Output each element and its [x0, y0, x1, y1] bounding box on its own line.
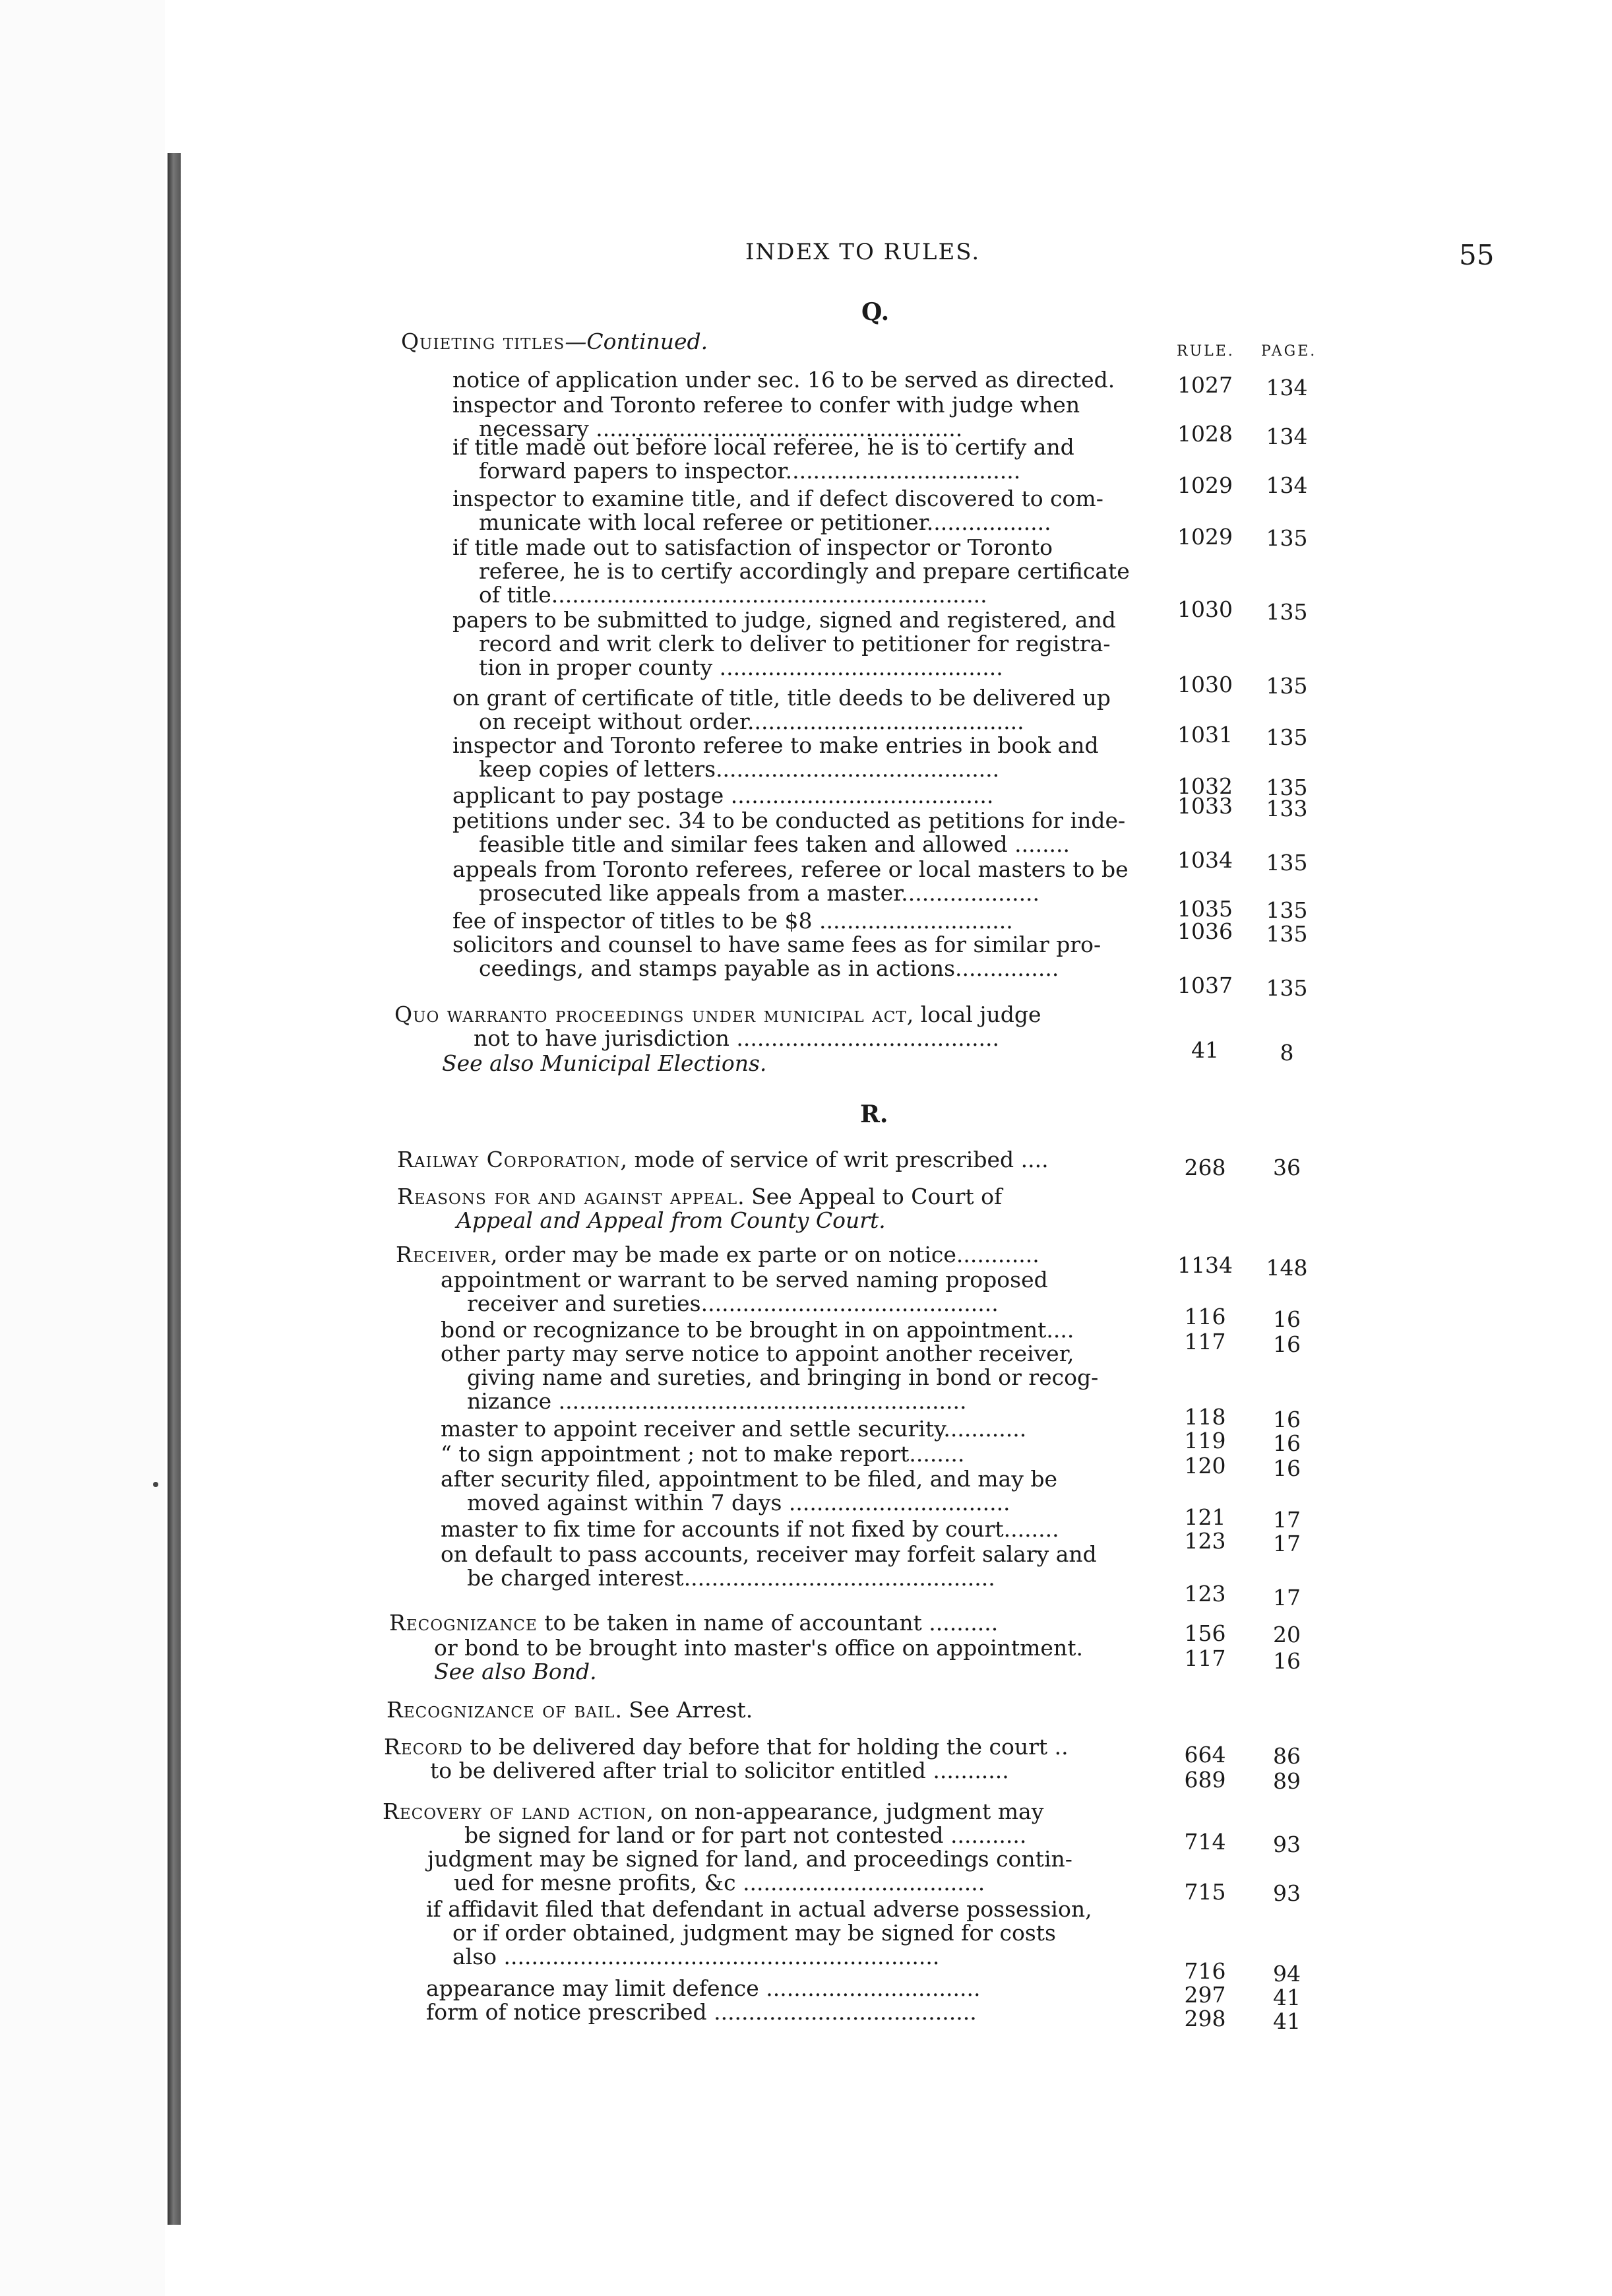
entry-text: applicant to pay postage ...................................... — [452, 782, 994, 808]
section-letter-q: Q. — [861, 298, 890, 326]
section-letter-r: R. — [860, 1100, 888, 1128]
entry-head: Recognizance of bail — [387, 1697, 615, 1723]
entry-text: receiver and sureties........................................... — [467, 1291, 999, 1316]
entry-text: solicitors and counsel to have same fees as for similar pro- — [452, 932, 1101, 957]
page-ref: 16 — [1273, 1331, 1301, 1357]
index-entry — [441, 1417, 1171, 1441]
entry-text: if title made out to satisfaction of inspector or Toronto — [452, 534, 1053, 560]
entry-text: appeals from Toronto referees, referee or local masters to be — [452, 856, 1129, 882]
rule-number: 1029 — [1177, 472, 1233, 498]
entry-head: Recognizance — [389, 1610, 538, 1636]
entry-text: forward papers to inspector.................................. — [479, 458, 1021, 484]
entry-text: on receipt without order........................................ — [479, 709, 1024, 734]
index-entry — [452, 784, 1183, 808]
rule-number: 117 — [1184, 1645, 1226, 1671]
see-also — [434, 1660, 1165, 1684]
page-ref: 134 — [1266, 375, 1308, 400]
index-entry — [426, 2000, 1157, 2024]
entry-text: See also Bond. — [434, 1659, 597, 1684]
entry-text: master to appoint receiver and settle security............ — [441, 1416, 1027, 1442]
entry-text: or if order obtained, judgment may be signed for costs — [452, 1920, 1056, 1946]
index-entry — [452, 809, 1183, 856]
rule-number: 41 — [1191, 1037, 1219, 1063]
index-entry — [441, 1517, 1171, 1541]
entry-text: necessary ..................................................... — [479, 416, 963, 441]
rule-number: 1031 — [1177, 722, 1233, 748]
page-ref: 16 — [1273, 1306, 1301, 1332]
entry-text: if title made out before local referee, he is to certify and — [452, 434, 1074, 460]
entry-text: on grant of certificate of title, title deeds to be delivered up — [452, 685, 1111, 711]
page-ref: 17 — [1273, 1585, 1301, 1610]
rule-number: 123 — [1184, 1528, 1226, 1554]
rule-number: 297 — [1184, 1982, 1226, 2008]
index-entry — [452, 435, 1183, 483]
entry-text: municate with local referee or petitioner.................. — [479, 509, 1051, 535]
rule-number: 156 — [1184, 1620, 1226, 1646]
page-ref: 134 — [1266, 472, 1308, 498]
index-entry — [452, 686, 1183, 734]
entry-text: fee of inspector of titles to be $8 ............................ — [452, 908, 1013, 934]
rule-number: 268 — [1184, 1155, 1226, 1180]
index-entry — [452, 608, 1183, 680]
rule-number: 1036 — [1177, 918, 1233, 944]
rule-number: 1037 — [1177, 973, 1233, 998]
page-ref: 86 — [1273, 1743, 1301, 1769]
entry-text: nizance ........................................................... — [467, 1388, 967, 1414]
page-ref: 133 — [1266, 796, 1308, 821]
see-also — [442, 1052, 1173, 1075]
page-ref: 135 — [1266, 525, 1308, 551]
page-ref: 89 — [1273, 1768, 1301, 1794]
page-ref: 16 — [1273, 1407, 1301, 1432]
entry-text: master to fix time for accounts if not fixed by court........ — [441, 1516, 1059, 1542]
entry-head: Recovery of land action — [383, 1799, 647, 1824]
page-ref: 134 — [1266, 424, 1308, 449]
entry-text: appearance may limit defence ............................... — [426, 1975, 981, 2001]
entry-text: feasible title and similar fees taken and allowed ........ — [479, 831, 1070, 857]
entry-head: Quo warranto proceedings under municipal act — [394, 1002, 907, 1027]
entry-tail: , order may be made ex parte or on notice............ — [490, 1242, 1039, 1267]
rule-number: 118 — [1184, 1404, 1226, 1430]
entry-text: “ to sign appointment ; not to make report........ — [441, 1441, 965, 1467]
rule-number: 1033 — [1177, 793, 1233, 819]
entry-tail: —Continued. — [565, 329, 708, 354]
entry-tail: . See Appeal to Court of — [737, 1184, 1003, 1209]
page-ref: 135 — [1266, 921, 1308, 947]
page-ref: 16 — [1273, 1648, 1301, 1674]
rule-number: 116 — [1184, 1304, 1226, 1329]
entry-text: or bond to be brought into master's office on appointment. — [434, 1635, 1083, 1661]
entry-tail: to be delivered day before that for holding the court .. — [462, 1734, 1069, 1760]
entry-text: if affidavit filed that defendant in actual adverse possession, — [426, 1896, 1092, 1922]
entry-text: referee, he is to certify accordingly and prepare certificate — [479, 558, 1130, 584]
entry-tail: , mode of service of writ prescribed .... — [620, 1147, 1049, 1172]
entry-text: papers to be submitted to judge, signed and registered, and — [452, 607, 1116, 633]
page-ref: 93 — [1273, 1832, 1301, 1857]
rule-number: 716 — [1184, 1958, 1226, 1984]
index-entry — [452, 368, 1183, 392]
entry-text: petitions under sec. 34 to be conducted as petitions for inde- — [452, 808, 1126, 833]
entry-text: on default to pass accounts, receiver may forfeit salary and — [441, 1541, 1097, 1567]
index-entry — [441, 1543, 1171, 1590]
index-entry-heading — [383, 1800, 1113, 1847]
index-entry — [430, 1759, 1161, 1783]
entry-text: other party may serve notice to appoint another receiver, — [441, 1341, 1074, 1366]
page-ref: 148 — [1266, 1255, 1308, 1281]
entry-text: moved against within 7 days ................................ — [467, 1490, 1010, 1515]
entry-text: ceedings, and stamps payable as in actions............... — [479, 955, 1059, 981]
index-entry — [441, 1467, 1171, 1515]
entry-text: ued for mesne profits, &c ................................... — [454, 1870, 985, 1896]
page-ref: 17 — [1273, 1531, 1301, 1556]
page-ref: 135 — [1266, 975, 1308, 1001]
index-entry — [452, 858, 1183, 905]
entry-head: Reasons for and against appeal — [397, 1184, 738, 1209]
index-entry-heading — [384, 1735, 1115, 1759]
rule-number: 1030 — [1177, 596, 1233, 622]
entry-text: giving name and sureties, and bringing in bond or recog- — [467, 1364, 1099, 1390]
page-ref: 135 — [1266, 897, 1308, 923]
rule-number: 714 — [1184, 1829, 1226, 1855]
index-entry-heading — [397, 1185, 1128, 1232]
page-ref: 94 — [1273, 1961, 1301, 1987]
index-entry — [452, 734, 1183, 781]
index-entry — [441, 1342, 1171, 1413]
rule-number: 1134 — [1177, 1252, 1233, 1278]
entry-head: Railway Corporation — [397, 1147, 621, 1172]
rule-number: 117 — [1184, 1329, 1226, 1355]
rule-number: 1035 — [1177, 896, 1233, 922]
running-head: INDEX TO RULES. — [745, 239, 981, 265]
index-entry — [452, 933, 1183, 980]
index-entry-heading — [394, 1003, 1125, 1050]
index-entry — [452, 536, 1183, 607]
entry-text: appointment or warrant to be served naming proposed — [441, 1267, 1048, 1292]
rule-number: 1029 — [1177, 524, 1233, 550]
entry-text: prosecuted like appeals from a master.................... — [479, 880, 1040, 906]
index-entry-heading — [397, 1148, 1128, 1172]
entry-text: of title............................................................... — [479, 582, 987, 608]
page-ref: 93 — [1273, 1880, 1301, 1906]
page — [191, 0, 1612, 2296]
rule-number: 689 — [1184, 1767, 1226, 1793]
entry-text: be charged interest............................................. — [467, 1565, 995, 1591]
index-entry — [426, 1977, 1157, 2000]
entry-head: Record — [384, 1734, 463, 1760]
entry-tail: , on non-appearance, judgment may — [646, 1799, 1044, 1824]
page-number: 55 — [1459, 239, 1495, 271]
index-entry — [441, 1268, 1171, 1316]
index-entry — [434, 1636, 1165, 1660]
page-ref: 16 — [1273, 1430, 1301, 1456]
entry-head: Quieting titles — [401, 329, 565, 354]
entry-text: tion in proper county ......................................... — [479, 654, 1003, 680]
page-ref: 41 — [1273, 1985, 1301, 2010]
rule-number: 664 — [1184, 1742, 1226, 1768]
page-ref: 135 — [1266, 673, 1308, 699]
binding-edge — [168, 153, 181, 2225]
entry-text: also ............................................................... — [452, 1944, 940, 1969]
rule-number: 1027 — [1177, 372, 1233, 398]
column-head-rule: RULE. — [1177, 343, 1235, 360]
left-margin — [0, 0, 165, 2296]
index-entry — [427, 1847, 1158, 1895]
page-ref: 20 — [1273, 1622, 1301, 1647]
page-ref: 16 — [1273, 1455, 1301, 1481]
entry-text: form of notice prescribed ...................................... — [426, 1999, 977, 2025]
entry-text: inspector and Toronto referee to make entries in book and — [452, 732, 1099, 758]
index-entry-heading — [387, 1698, 1117, 1722]
column-head-page: PAGE. — [1261, 343, 1317, 360]
rule-number: 1030 — [1177, 672, 1233, 697]
entry-tail: to be taken in name of accountant .......... — [537, 1610, 999, 1636]
rule-number: 715 — [1184, 1879, 1226, 1905]
stray-mark — [153, 1482, 158, 1487]
index-entry — [452, 487, 1183, 534]
entry-text: after security filed, appointment to be filed, and may be — [441, 1466, 1058, 1492]
entry-text: inspector and Toronto referee to confer with judge when — [452, 392, 1080, 418]
entry-text: judgment may be signed for land, and proceedings contin- — [427, 1846, 1072, 1872]
rule-number: 120 — [1184, 1453, 1226, 1479]
page-ref: 135 — [1266, 599, 1308, 625]
entry-text: bond or recognizance to be brought in on appointment.... — [441, 1317, 1074, 1343]
page-ref: 135 — [1266, 850, 1308, 876]
index-entry-heading — [396, 1243, 1127, 1267]
page-ref: 135 — [1266, 775, 1308, 800]
rule-number: 119 — [1184, 1428, 1226, 1453]
rule-number: 298 — [1184, 2006, 1226, 2031]
rule-number: 123 — [1184, 1581, 1226, 1607]
entry-text: to be delivered after trial to solicitor entitled ........... — [430, 1758, 1009, 1783]
rule-number: 1028 — [1177, 421, 1233, 447]
index-entry — [441, 1442, 1171, 1466]
entry-text: See also Municipal Elections. — [442, 1050, 767, 1076]
rule-number: 121 — [1184, 1504, 1226, 1530]
entry-tail: , local judge — [906, 1002, 1041, 1027]
entry-head: Receiver — [396, 1242, 491, 1267]
page-ref: 8 — [1280, 1040, 1294, 1066]
rule-number: 1032 — [1177, 773, 1233, 799]
index-entry-heading — [389, 1611, 1120, 1635]
index-entry — [452, 909, 1183, 933]
entry-text: record and writ clerk to deliver to petitioner for registra- — [479, 631, 1111, 656]
entry-text: Appeal and Appeal from County Court. — [456, 1207, 886, 1233]
index-entry — [441, 1318, 1171, 1342]
entry-text: notice of application under sec. 16 to be served as directed. — [452, 367, 1115, 393]
entry-text: not to have jurisdiction ...................................... — [474, 1025, 1000, 1051]
index-entry — [426, 1897, 1157, 1969]
page-ref: 17 — [1273, 1507, 1301, 1533]
page-ref: 41 — [1273, 2008, 1301, 2034]
entry-text: keep copies of letters......................................... — [479, 756, 1000, 782]
entry-text: inspector to examine title, and if defect discovered to com- — [452, 486, 1103, 511]
entry-text: be signed for land or for part not contested ........... — [464, 1822, 1027, 1848]
entry-tail: . See Arrest. — [615, 1697, 753, 1723]
rule-number: 1034 — [1177, 847, 1233, 873]
page-ref: 36 — [1273, 1155, 1301, 1180]
index-entry-heading — [401, 330, 1132, 354]
page-ref: 135 — [1266, 724, 1308, 750]
